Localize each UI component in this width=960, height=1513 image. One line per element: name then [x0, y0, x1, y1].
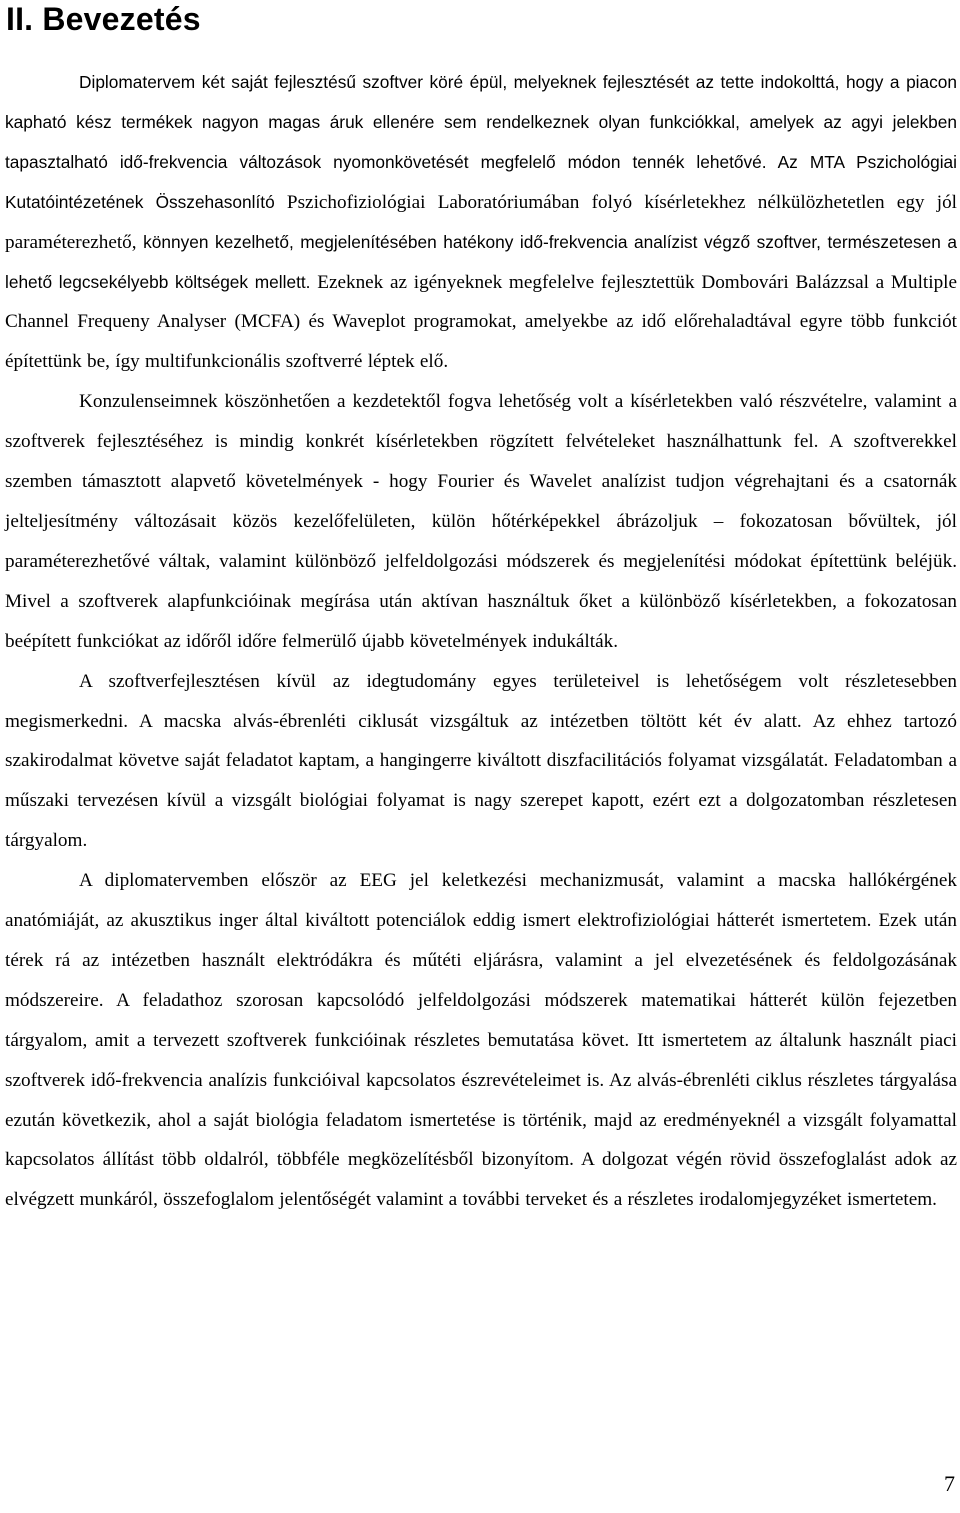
paragraph-1-run-1: Diplomatervem két saját fejlesztésű szoftver köré épül, melyeknek fejlesztését az tette indokolttá, hogy a piacon kapható kész termékek nagyon magas áruk ellenére sem rendelkeznek olyan funkciókkal, amelyek az agyi jelekben tapasztalható idő-frekvencia változások nyomonkövetését megfelelő módon tennék lehetővé. Az MTA Pszichológiai Kutatóintézetének Összehasonlító: [5, 72, 957, 212]
paragraph-4-text: A diplomatervemben először az EEG jel keletkezési mechanizmusát, valamint a macska hallókérgének anatómiáját, az akusztikus inger által kiváltott potenciálok eddig ismert elektrofiziológiai hátterét ismertetem. Ezek után térek rá az intézetben használt elektródákra és műtéti eljárásra, valamint a jel elvezetésének és feldolgozásának módszereire. A feladathoz szorosan kapcsolódó jelfeldolgozási módszerek matematikai hátterét külön fejezetben tárgyalom, amit a tervezett szoftverek funkcióinak részletes bemutatása követ. Itt ismertetem az általunk használt piaci szoftverek idő-frekvencia analízis funkcióival kapcsolatos észrevételeimet is. Az alvás-ébrenléti ciklus részletes tárgyalása ezután következik, ahol a saját biológia feladatom ismertetése is történik, majd az eredményeknél a vizsgált folyamattal kapcsolatos állítást több oldalról, többféle megközelítésből bizonyítom. A dolgozat végén rövid összefoglalást adok az elvégzett munkáról, összefoglalom jelentőségét valamint a további terveket és a részletes irodalomjegyzéket ismertetem.: [5, 870, 957, 1211]
paragraph-2: [5, 382, 957, 661]
paragraph-1-run-2: Pszichofiziológiai Laboratóriumában folyó kísérletekhez nélkülözhetetlen egy jól paraméterezhető,: [5, 191, 957, 253]
paragraph-1: [5, 63, 957, 382]
section-heading: II. Bevezetés: [6, 1, 201, 37]
page-number: 7: [944, 1471, 955, 1496]
paragraph-3-text: A szoftverfejlesztésen kívül az idegtudomány egyes területeivel is lehetőségem volt részletesebben megismerkedni. A macska alvás-ébrenléti ciklusát vizsgáltuk az intézetben töltött két év alatt. Az ehhez tartozó szakirodalmat követve saját feladatot kaptam, a hangingerre kiváltott diszfacilitációs folyamat vizsgálatát. Feladatomban a műszaki tervezésen kívül a vizsgált biológiai folyamat is nagy szerepet kapott, ezért ezt a dolgozatomban részletesen tárgyalom.: [5, 670, 957, 852]
paragraph-4: [5, 861, 957, 1220]
paragraph-1-run-3: könnyen kezelhető, megjelenítésében hatékony idő-frekvencia analízist végző szoftver, természetesen a lehető legcsekélyebb költségek mellett.: [5, 231, 957, 292]
paragraph-3: [5, 662, 957, 862]
paragraph-2-text: Konzulenseimnek köszönhetően a kezdetektől fogva lehetőség volt a kísérletekben való részvételre, valamint a szoftverek fejlesztéséhez is mindig konkrét kísérletekben rögzített felvételeket használhattunk fel. A szoftverekkel szemben támasztott alapvető követelmények - hogy Fourier és Wavelet analízist tudjon végrehajtani és a csatornák jelteljesítmény változásait közös kezelőfelületen, külön hőtérképekkel ábrázoljuk – fokozatosan bővültek, jól paraméterezhetővé váltak, valamint különböző jelfeldolgozási módszerek és megjelenítési módokat építettünk beléjük. Mivel a szoftverek alapfunkcióinak megírása után aktívan használtuk őket a különböző kísérletekben, a fokozatosan beépített funkciókat az időről időre felmerülő újabb követelmények indukálták.: [5, 391, 957, 652]
body-text: [5, 63, 957, 1220]
paragraph-1-run-4: Ezeknek az igényeknek megfelelve fejlesztettük Dombovári Balázzsal a Multiple Channel Frequeny Analyser (MCFA) és Waveplot programokat, amelyekbe az idő előrehaladtával egyre több funkciót építettünk be, így multifunkcionális szoftverré léptek elő.: [5, 271, 958, 373]
